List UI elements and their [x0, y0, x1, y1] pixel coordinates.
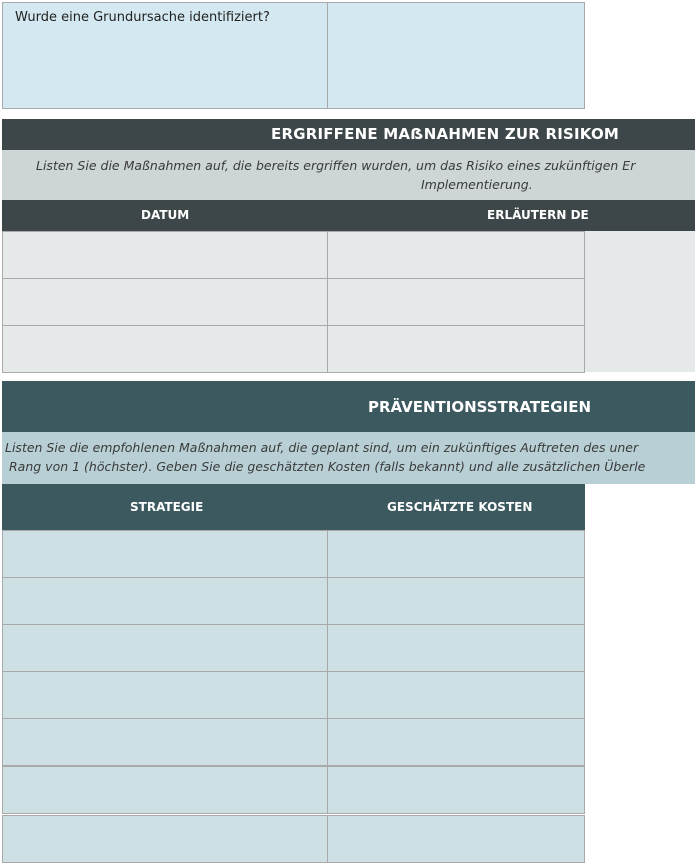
prevention-title: PRÄVENTIONSSTRATEGIEN: [368, 398, 591, 416]
strategy-cell[interactable]: [2, 530, 328, 578]
taken-measures-title: ERGRIFFENE MAẞNAHMEN ZUR RISIKOM: [271, 125, 620, 143]
taken-measures-description-line2: Implementierung.: [421, 177, 533, 192]
taken-explain-cell[interactable]: [327, 231, 585, 279]
taken-measures-header: [2, 119, 695, 150]
taken-explain-cell[interactable]: [327, 278, 585, 326]
column-header-strategy-label: STRATEGIE: [130, 500, 204, 514]
taken-measures-description-line1: Listen Sie die Maßnahmen auf, die bereits ergriffen wurden, um das Risiko eines zukünftigen Er: [36, 158, 636, 173]
taken-measures-overflow-area: [585, 231, 695, 372]
strategy-cell[interactable]: [2, 718, 328, 766]
root-cause-question-label: Wurde eine Grundursache identifiziert?: [15, 10, 270, 25]
cost-cell[interactable]: [327, 530, 585, 578]
cost-cell[interactable]: [327, 577, 585, 625]
column-header-cost: [327, 484, 585, 530]
cost-cell[interactable]: [327, 815, 585, 863]
cost-cell[interactable]: [327, 671, 585, 719]
cost-cell[interactable]: [327, 624, 585, 672]
root-cause-answer-cell[interactable]: [327, 2, 585, 109]
taken-date-cell[interactable]: [2, 231, 328, 279]
column-header-explain: [327, 200, 695, 231]
prevention-header: [2, 381, 695, 432]
taken-explain-cell[interactable]: [327, 325, 585, 373]
column-header-strategy: [2, 484, 328, 530]
strategy-cell[interactable]: [2, 671, 328, 719]
cost-cell[interactable]: [327, 766, 585, 814]
column-header-explain-label: ERLÄUTERN DE: [487, 208, 589, 222]
strategy-cell[interactable]: [2, 815, 328, 863]
taken-date-cell[interactable]: [2, 325, 328, 373]
prevention-description-line2: Rang von 1 (höchster). Geben Sie die geschätzten Kosten (falls bekannt) und alle zusätzlichen Überle: [9, 459, 646, 474]
prevention-description: [2, 432, 695, 484]
strategy-cell[interactable]: [2, 766, 328, 814]
strategy-cell[interactable]: [2, 577, 328, 625]
prevention-description-line1: Listen Sie die empfohlenen Maßnahmen auf, die geplant sind, um ein zukünftiges Auftreten des uner: [5, 440, 639, 455]
taken-date-cell[interactable]: [2, 278, 328, 326]
column-header-date: [2, 200, 328, 231]
root-cause-question-cell: [2, 2, 328, 109]
cost-cell[interactable]: [327, 718, 585, 766]
column-header-cost-label: GESCHÄTZTE KOSTEN: [387, 500, 533, 514]
strategy-cell[interactable]: [2, 624, 328, 672]
taken-measures-description: [2, 150, 695, 200]
column-header-date-label: DATUM: [141, 208, 190, 222]
